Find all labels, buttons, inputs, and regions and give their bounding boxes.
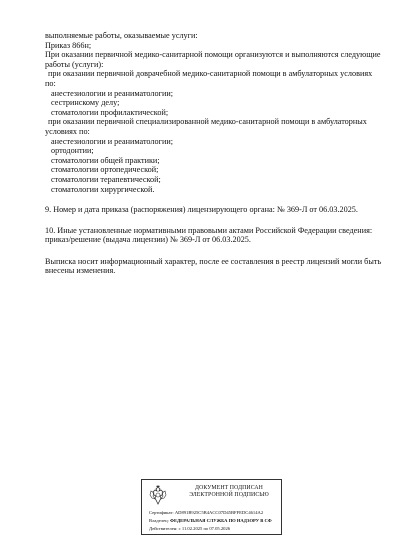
section-10-line-1: 10. Иные установленные нормативными правовыми актами Российской Федерации сведения: bbox=[45, 225, 373, 235]
spacer bbox=[45, 194, 390, 205]
document-line-9: стоматологии профилактической; bbox=[51, 107, 169, 117]
spacer bbox=[45, 215, 390, 226]
document-line-4: работы (услуги): bbox=[45, 59, 104, 69]
electronic-signature-stamp bbox=[141, 479, 282, 535]
owner-row bbox=[149, 517, 282, 525]
document-line-5: при оказании первичной доврачебной медико-санитарной помощи в амбулаторных условиях bbox=[48, 69, 373, 79]
document-line-6: по: bbox=[45, 78, 56, 88]
document-line-16: стоматологии терапевтической; bbox=[51, 174, 161, 184]
signature-title bbox=[179, 485, 279, 499]
document-line-10: при оказании первичной специализированной медико-санитарной помощи в амбулаторных bbox=[48, 117, 367, 127]
document-line-3: При оказании первичной медико-санитарной помощи организуются и выполняются следующие bbox=[45, 50, 381, 60]
document-line-14: стоматологии общей практики; bbox=[51, 155, 160, 165]
russian-federation-emblem-icon bbox=[149, 485, 167, 505]
note-line-2: внесены изменения. bbox=[45, 266, 116, 276]
certificate-row bbox=[149, 509, 282, 517]
section-9-text: 9. Номер и дата приказа (распоряжения) лицензирующего органа: № 369-Л от 06.03.2025. bbox=[45, 205, 358, 215]
owner-label: Владелец: bbox=[149, 518, 169, 523]
document-line-12: анестезиологии и реаниматологии; bbox=[51, 136, 173, 146]
document-line-8: сестринскому делу; bbox=[51, 98, 120, 108]
note-line-1: Выписка носит информационный характер, после ее составления в реестр лицензий могли быть bbox=[45, 256, 382, 266]
document-line-13: ортодонтии; bbox=[51, 146, 94, 156]
valid-label: Действителен: bbox=[149, 526, 178, 531]
signature-details bbox=[149, 509, 282, 533]
document-line-2: Приказ 866н; bbox=[45, 40, 92, 50]
document-line-11: условиях по: bbox=[45, 126, 90, 136]
document-text-block bbox=[45, 31, 390, 276]
document-line-1: выполняемые работы, оказываемые услуги: bbox=[45, 31, 198, 40]
spacer bbox=[45, 245, 390, 257]
owner-value: ФЕДЕРАЛЬНАЯ СЛУЖБА ПО НАДЗОРУ В СФ bbox=[170, 518, 272, 523]
document-line-7: анестезиологии и реаниматологии; bbox=[51, 88, 173, 98]
signature-title-line-1: ДОКУМЕНТ ПОДПИСАН bbox=[195, 485, 263, 491]
document-line-15: стоматологии ортопедической; bbox=[51, 165, 159, 175]
signature-title-line-2: ЭЛЕКТРОННОЙ ПОДПИСЬЮ bbox=[189, 492, 269, 498]
document-line-17: стоматологии хирургической. bbox=[51, 184, 155, 194]
certificate-value: AD891B925C5B4ACC07D45BFFEDC4614A2 bbox=[174, 510, 264, 515]
section-10-line-2: приказ/решение (выдача лицензии) № 369-Л от 06.03.2025. bbox=[45, 235, 251, 245]
certificate-label: Сертификат: bbox=[149, 510, 174, 515]
valid-row bbox=[149, 525, 282, 533]
valid-value: с 11.02.2025 по 07.05.2026 bbox=[178, 526, 231, 531]
